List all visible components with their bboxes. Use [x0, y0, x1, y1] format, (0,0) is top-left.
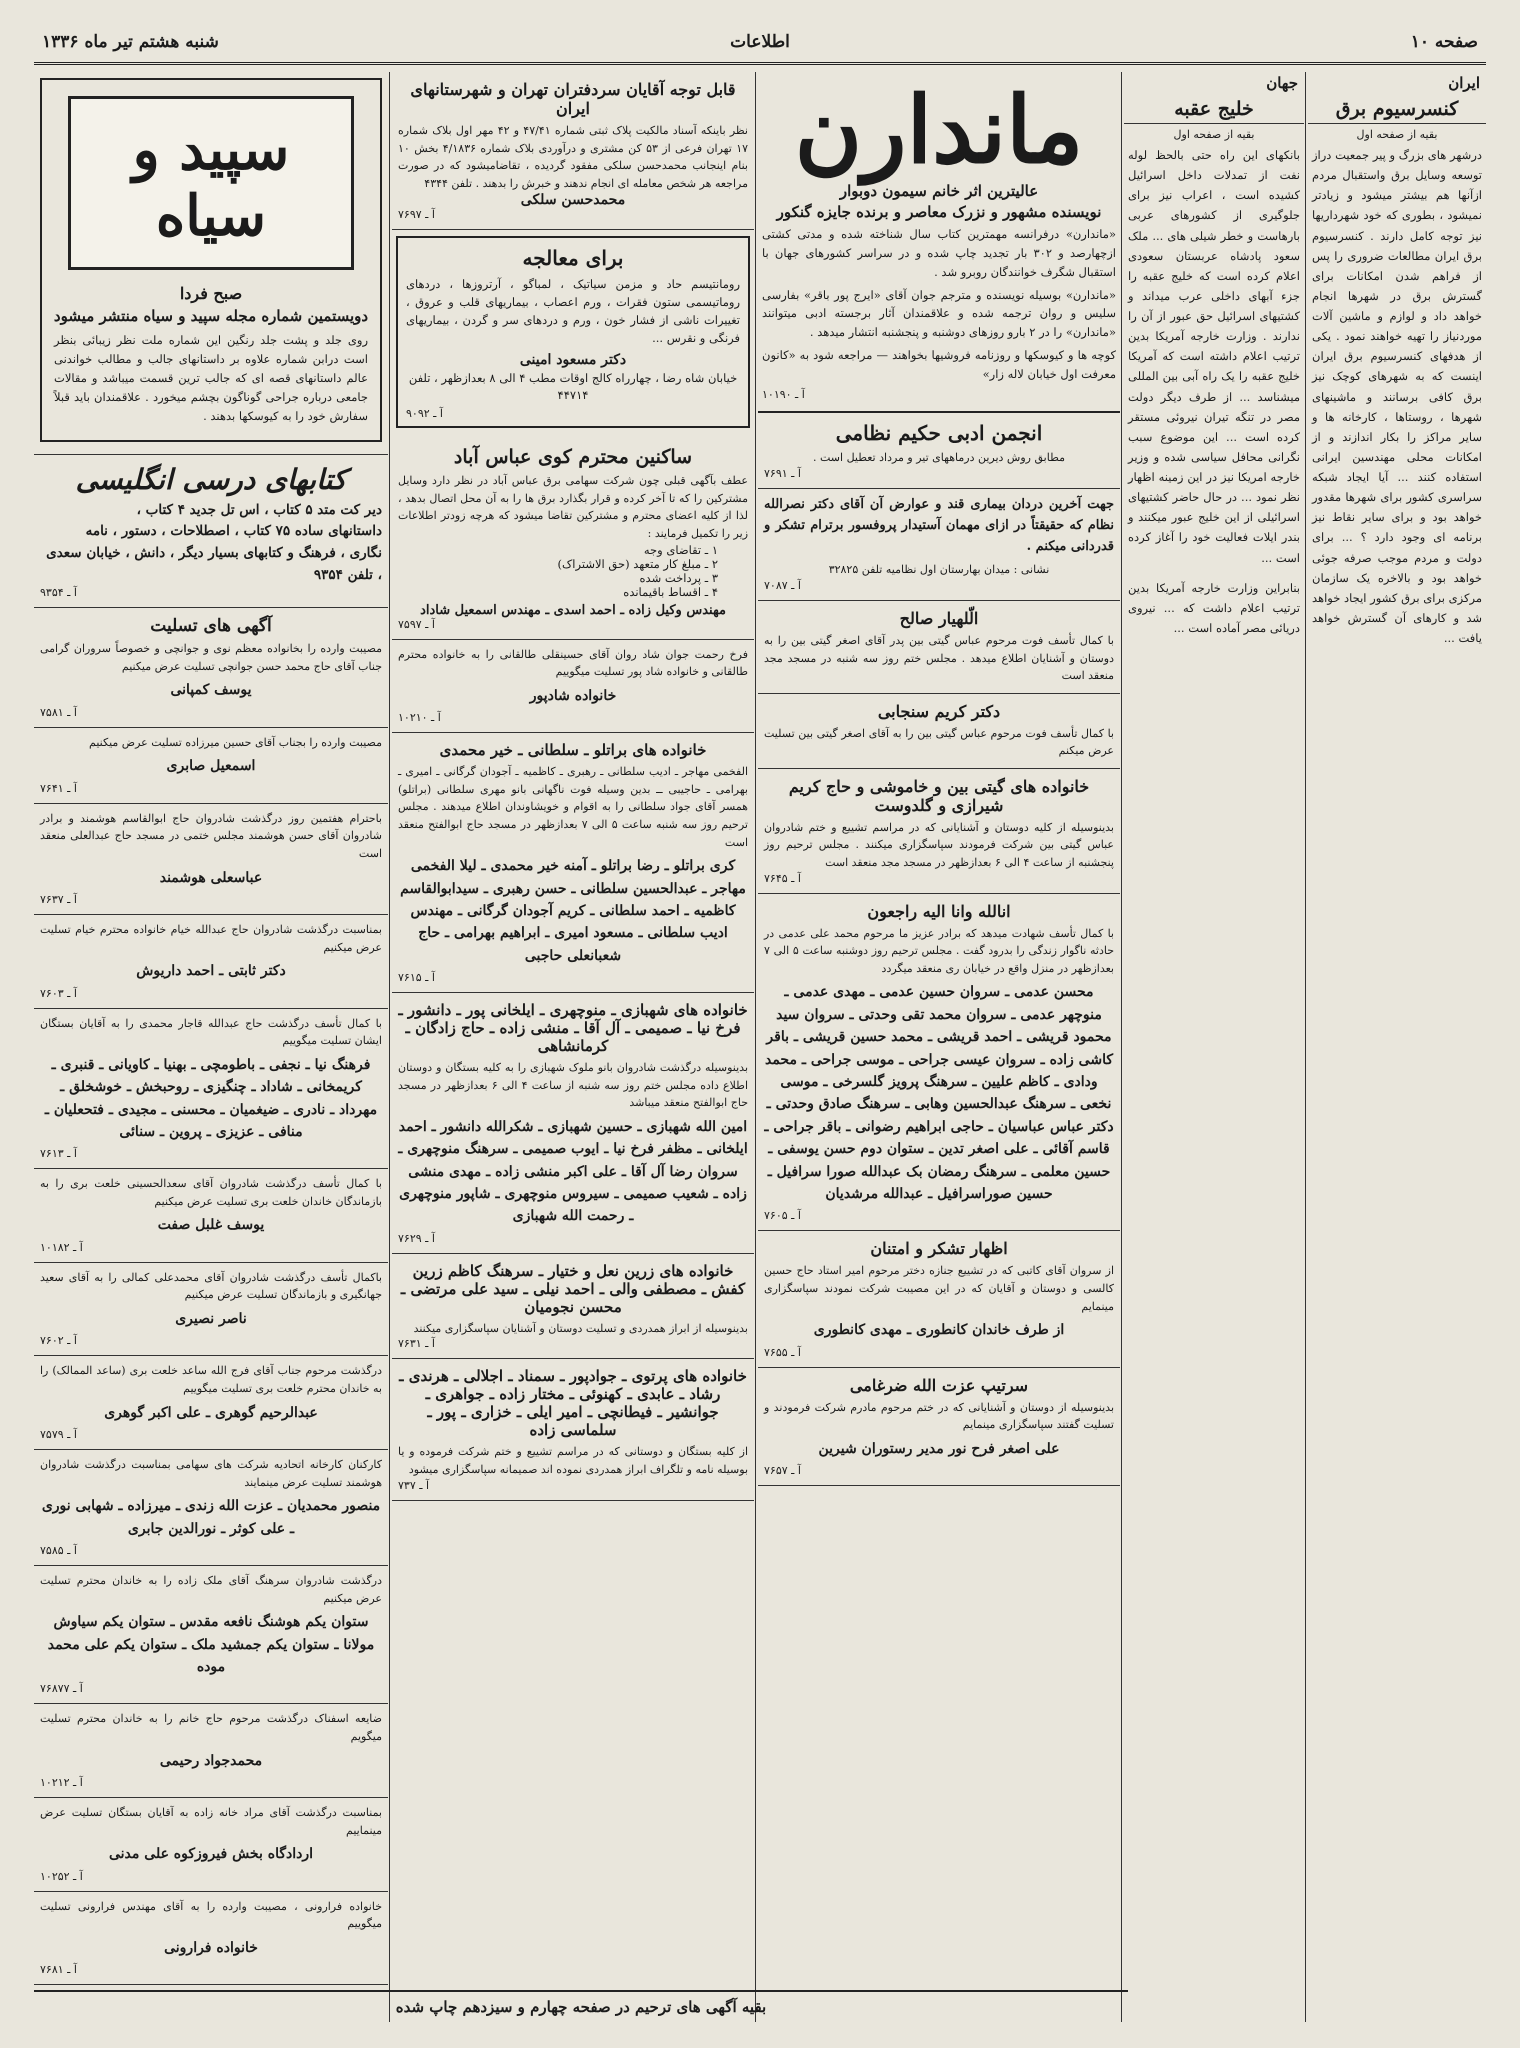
notice-body: درگذشت شادروان سرهنگ آقای ملک زاده را به خاندان محترم تسلیت عرض میکنیم — [40, 1573, 382, 1605]
notice-signature: ناصر نصیری — [175, 1311, 247, 1328]
magazine-ad — [40, 78, 382, 442]
condolence-notice — [34, 1704, 388, 1798]
page-number: صفحه ۱۰ — [1410, 32, 1478, 52]
notice-body: از سروان آقای کاتبی که در تشییع جنازه دختر مرحوم امیر استاد حاج حسین کالسی و دوستان و آقایان که در این مصیبت شرکت نمودند سپاسگزاری مینمایم — [764, 1264, 1114, 1313]
condolence-notice — [34, 1356, 388, 1450]
condolence-notice — [758, 769, 1120, 894]
notice-signature: منصور محمدیان ـ عزت الله زندی ـ میرزاده ـ شهابی نوری ـ علی کوثر ـ نورالدین جابری — [41, 1498, 381, 1537]
ad-code: آ ـ ۷۶۲۹ — [398, 1231, 435, 1245]
ad-code: آ ـ ۷۶۰۲ — [40, 1334, 77, 1348]
abbasabad-title: ساکنین محترم کوی عباس آباد — [453, 446, 693, 469]
ad-code: آ ـ ۷۶۴۱ — [40, 781, 77, 795]
notice-body: بمناسبت درگذشت شادروان حاج عبدالله خیام خانواده محترم خیام تسلیت عرض میکنیم — [40, 922, 382, 954]
notice-signature: خانواده شادپور — [529, 687, 617, 704]
condolence-notice — [392, 733, 754, 993]
notice-title: خانواده های براتلو ـ سلطانی ـ خیر محمدی — [439, 741, 707, 760]
notice-signature: یوسف غلبل صفت — [157, 1217, 265, 1234]
notice-signature: از طرف خاندان کانطوری ـ مهدی کانطوری — [813, 1322, 1065, 1339]
notice-title: الّلهیار صالح — [899, 608, 979, 628]
ad-code: آ ـ ۷۰۸۷ — [764, 578, 801, 592]
notice-body: باحترام هفتمین روز درگذشت شادروان حاج ابوالقاسم هوشمند و برادر شادروان آقای حسن هوشمند مجلس ختمی در مسجد حاج عبدالعلی منعقد است — [40, 811, 382, 860]
ad-code: آ ـ ۷۶۵۷ — [764, 1464, 801, 1478]
ad-code: آ ـ ۱۰۱۹۰ — [762, 388, 805, 402]
ad-code: آ ـ ۹۰۹۲ — [406, 407, 443, 421]
issue-date: شنبه هشتم تیر ماه ۱۳۳۶ — [42, 32, 219, 52]
condolence-notice — [34, 728, 388, 804]
page-header — [34, 22, 1486, 65]
doctor-thanks-body: جهت آخرین دردان بیماری قند و عوارض آن آقای دکتر نصرالله نظام که حقیقتاً در ازای مهمان آستیدار پروفسور برترام تشکر و قدردانی میکنم . — [764, 496, 1114, 554]
ad-code: آ ـ ۷۶۹۷ — [398, 208, 435, 222]
mandarin-body-2: «ماندارن» بوسیله نویسنده و مترجم جوان آقای «ایرج پور باقر» بفارسی سلیس و روان ترجمه شده و علاقمندان آثار برجسته ادبی میتوانند «ماندارن» را در ۲ بارو روزهای دوشنبه و پنجشنبه انتشار میدهد . — [762, 287, 1116, 340]
column-notices — [392, 72, 754, 2022]
condolence-notice — [34, 804, 388, 915]
mandarin-title: ماندارن — [794, 76, 1084, 184]
condolence-notice — [34, 1009, 388, 1170]
anjoman-title: انجمن ادبی حکیم نظامی — [835, 421, 1043, 446]
notice-body: بمناسبت درگذشت آقای مراد خانه زاده به آقایان بستگان تسلیت عرض مینماییم — [40, 1805, 382, 1837]
ad-code: آ ـ ۷۵۸۱ — [40, 705, 77, 719]
notice-body: مصیبت وارده را بخانواده معظم نوی و جوانچی و خصوصاً سروران گرامی جناب آقای حاج محمد حسن جوانچی تسلیت عرض میکنیم — [40, 642, 382, 673]
abbasabad-item: ۱ ـ تقاضای وجه — [643, 542, 718, 557]
ad-code: آ ـ ۷۶۰۳ — [40, 986, 77, 1000]
notice-title: انالله وانا الیه راجعون — [867, 901, 1011, 921]
notice-signature: ستوان یکم هوشنگ نافعه مقدس ـ ستوان یکم سیاوش مولانا ـ ستوان یکم جمشید ملک ـ ستوان یکم علی محمد موده — [47, 1614, 375, 1675]
column-left — [34, 72, 388, 2022]
condolence-notice — [392, 1254, 754, 1360]
notice-body: فرخ رحمت جوان شاد روان آقای حسینقلی طالقانی را به خانواده محترم طالقانی و خانواده شاد پور تسلیت میگوییم — [398, 647, 748, 679]
condolence-notice — [758, 1231, 1120, 1367]
doctor-thanks-notice — [758, 489, 1120, 601]
notice-body: درگذشت مرحوم جناب آقای فرج الله ساعد خلعت بری (ساعد الممالک) را به خاندان محترم خلعت بری تسلیت میگوییم — [40, 1364, 382, 1396]
notice-signature: علی اصغر فرح نور مدیر رستوران شیرین — [818, 1440, 1060, 1457]
ad-code: آ ـ ۷۶۹۱ — [764, 466, 801, 480]
condolence-notice — [34, 1566, 388, 1704]
ad-code: آ ـ ۷۳۷ — [398, 1478, 430, 1492]
continuation-note: بقیه از صفحه اول — [1356, 128, 1438, 141]
notice-body: با کمال تأسف درگذشت شادروان آقای سعدالحسینی خلعت بری را به بازماندگان خاندان خلعت بری تسلیت عرض میکنیم — [40, 1177, 382, 1208]
ad-code: آ ـ ۱۰۲۵۲ — [40, 1869, 83, 1883]
notice-body: با کمال تأسف درگذشت حاج عبدالله قاجار محمدی را به آقایان بستگان ایشان تسلیت میگوییم — [40, 1016, 382, 1048]
continuation-note: بقیه از صفحه اول — [1173, 128, 1255, 141]
ad-code: آ ـ ۱۰۲۱۲ — [40, 1775, 83, 1789]
article-title-consortium: کنسرسیوم برق — [1308, 98, 1486, 124]
abbasabad-item: ۳ ـ پرداخت شده — [639, 570, 718, 585]
column-world — [1124, 72, 1304, 2022]
ad-code: آ ـ ۷۶۳۱ — [398, 1337, 435, 1351]
ad-code: آ ـ ۷۵۹۷ — [398, 617, 435, 631]
mandarin-ad — [758, 72, 1120, 413]
books-line-1: دیر کت متد ۵ کتاب ، اس تل جدید ۴ کتاب ، — [136, 501, 382, 518]
notice-signature: فرهنگ نیا ـ نجفی ـ باطومچی ـ بهنیا ـ کاویانی ـ قنبری ـ کریمخانی ـ شاداد ـ چنگیزی ـ روحبخش ـ خوشخلق ـ مهرداد ـ نادری ـ ضیغمیان ـ محسنی ـ مجیدی ـ فتحعلیان ـ منافی ـ عزیزی ـ پروین ـ سنائی — [44, 1056, 378, 1140]
bottom-banner-wrap — [34, 1982, 1128, 2022]
notice-signature: محسن عدمی ـ سروان حسین عدمی ـ مهدی عدمی ـ منوچهر عدمی ـ سروان محمد تقی وحدتی ـ سروان سید محمود قریشی ـ احمد قریشی ـ محمد حسین قریشی ـ باقر کاشی زاده ـ سروان عیسی جراحی ـ موسی جراحی ـ محمد ودادی ـ کاظم علیین ـ سرهنگ پرویز گلسرخی ـ موسی نخعی ـ سرهنگ عبدالحسین وهابی ـ سرهنگ صادق وحدتی ـ دکتر عباس عباسیان ـ حاجی ابراهیم رضوانی ـ باقر جراحی ـ قاسم آقائی ـ علی اصغر تدین ـ ستوان دوم حسن یوسفی ـ حسین معلمی ـ سرهنگ رمضان بک عبدالله صورا سرافیل ـ حسین صوراسرافیل ـ عبدالله مرشدیان — [764, 984, 1114, 1202]
condolence-column-1 — [34, 608, 388, 1985]
mandarin-subtitle: عالیترین اثر خانم سیمون دوبوار — [839, 181, 1039, 200]
notary-title: قابل توجه آقایان سردفتران تهران و شهرستانهای ایران — [410, 80, 736, 118]
ad-code: آ ـ ۷۶۱۵ — [398, 971, 435, 985]
condolence-notice — [34, 1892, 388, 1986]
abbasabad-item: ۴ ـ اقساط باقیمانده — [623, 584, 718, 599]
notice-body: الفخمی مهاجر ـ ادیب سلطانی ـ رهبری ـ کاظمیه ـ آجودان گرگانی ـ امیری ـ بهرامی ـ حاجیبی ــ بدین وسیله فوت ناگهانی بانو مهری سلطانی (براتلو) همسر آقای جواد سلطانی را به اقوام و خویشاوندان اطلاع میدهند . مجلس ترحیم روز سه شنبه ساعت ۵ الی ۷ بعدازظهر در مسجد حاج ابوالفتح منعقد است — [398, 765, 748, 849]
condolence-notice — [34, 1263, 388, 1357]
notice-signature: امین الله شهبازی ـ حسین شهبازی ـ شکرالله دانشور ـ احمد ایلخانی ـ مظفر فرخ نیا ـ ایوب صمیمی ـ سرهنگ منوچهری ـ سروان رضا آل آقا ـ علی اکبر منشی زاده ـ مهدی منشی زاده ـ شعیب صمیمی ـ سیروس منوچهری ـ شاپور منوچهری ـ رحمت الله شهبازی — [398, 1118, 748, 1225]
notice-title: اظهار تشکر و امتنان — [870, 1239, 1008, 1259]
condolence-notice — [34, 1798, 388, 1892]
notice-body: با کمال تأسف شهادت میدهد که برادر عزیز ما مرحوم محمد علی عدمی در حادثه ناگوار زندگی را بدرود گفت . مجلس ترحیم روز دوشنبه ساعت ۵ الی ۷ بعدازظهر در منزل واقع در خیابان ری منعقد میگردد — [764, 926, 1115, 975]
notice-signature: اردادگاه بخش فیروزکوه علی مدنی — [108, 1846, 314, 1863]
ad-code: آ ـ ۷۶۵۵ — [764, 1345, 801, 1359]
ad-code: آ ـ ۷۵۸۵ — [40, 1543, 77, 1557]
notice-title: آگهی های تسلیت — [150, 616, 272, 637]
condolence-notice — [34, 1169, 388, 1263]
notice-signature: عبدالرحیم گوهری ـ علی اکبر گوهری — [104, 1404, 318, 1421]
notice-body: با کمال تأسف فوت مرحوم عباس گیتی بین پدر آقای اصغر گیتی بین را به دوستان و آشنایان اطلاع میدهد . مجلس ختم روز سه شنبه در مسجد مجد منعقد است — [764, 633, 1114, 683]
notary-notice — [392, 72, 754, 230]
magazine-line-1: صبح فردا — [179, 284, 243, 303]
ad-code: آ ـ ۷۶۴۵ — [764, 871, 801, 885]
column-rule — [389, 72, 390, 2022]
notice-title: خانواده های پرتوی ـ جوادپور ـ سمناد ـ اجلالی ـ هرندی ـ رشاد ـ عابدی ـ کهنوئی ـ مختار زاده ـ جواهری ـ جوانشیر ـ فیطانچی ـ امیر ایلی ـ خزاری ـ پور ـ سلماسی زاده — [399, 1367, 747, 1440]
condolence-notice — [392, 640, 754, 734]
books-title: کتابهای درسی انگلیسی — [75, 462, 347, 496]
ad-code: آ ـ ۱۰۲۱۰ — [398, 711, 441, 725]
notice-body: خانواده فرارونی ، مصیبت وارده را به آقای مهندس فرارونی تسلیت میگوییم — [40, 1899, 382, 1931]
notary-body: نظر باینکه آسناد مالکیت پلاک ثبتی شماره ۴۷/۴۱ و ۴۲ مهر اول بلاک شماره ۱۷ تهران فرعی از ۵۳ کن مشتری و درآوردی بلاک شماره ۴/۱۸۳۶ بخش ۱۰ بنام اینجانب محمدحسن سلکی مفقود گردیده ، تقاضامیشود که در صورت مراجعه هر شخص معامله ای انجام ندهند و خبرش را بدهند . تلفن ۴۳۴۴ — [398, 124, 749, 190]
magazine-line-2: دویستمین شماره مجله سپید و سیاه منتشر میشود — [53, 307, 369, 325]
anjoman-notice — [758, 413, 1120, 489]
article-title-aqaba: خلیج عقبه — [1124, 98, 1304, 124]
condolence-column-2 — [392, 640, 754, 1501]
condolence-notice — [758, 601, 1120, 694]
magazine-body: روی جلد و پشت جلد رنگین این شماره ملت نظر زیبائی بنظر است درابن شماره علاوه بر داستانهای جالب و مطالب خواندنی عالم داستانهای قصه ای که جالب ترین قسمت میباشد و مقالات جامعی درباره جراحی گوناگون بچشم میخورد . علاقمندان باید قبلاً سفارش خود را به کیوسکها بدهند . — [54, 333, 368, 423]
ad-code: آ ـ ۷۶۳۷ — [40, 892, 77, 906]
clinic-body: رومانتیسم حاد و مزمن سیاتیک ، لمباگو ، آرتروزها ، دردهای روماتیسمی ستون فقرات ، ورم اعصاب ، بیماریهای قلب و عروق ، تغییرات ناشی از فشار خون ، ورم و دردهای سر و گردن ، بیماریهای فرنگی و نقرس ... — [406, 277, 740, 345]
books-ad — [34, 454, 388, 608]
notice-signature: عباسعلی هوشمند — [159, 869, 263, 886]
clinic-title: برای معالجه — [522, 246, 624, 271]
condolence-notice — [758, 694, 1120, 769]
abbasabad-notice — [392, 438, 754, 639]
books-line-2: داستانهای ساده ۷۵ کتاب ، اصطلاحات ، دستور ، نامه — [85, 523, 382, 540]
notice-signature: کری براتلو ـ رضا براتلو ـ آمنه خیر محمدی ـ لیلا الفخمی مهاجر ـ عبدالحسین سلطانی ـ حسن رهبری ـ سیدابوالقاسم کاظمیه ـ احمد سلطانی ـ کریم آجودان گرگانی ـ مهندس ادیب سلطانی ـ مسعود امیری ـ ابراهیم بهرامی ـ حاج شعبانعلی حاجبی — [400, 858, 746, 964]
mandarin-body-1: «ماندارن» درفرانسه مهمترین کتاب سال شناخته شده و مدتی کشتی ازچهارصد و ۳۰۲ بار تجدید چاپ شده و در سراسر کشورهای جهان با استقبال شگرف خوانندگان روبرو شد . — [762, 226, 1116, 279]
condolence-notice — [34, 1450, 388, 1566]
notice-body: مصیبت وارده را بجناب آقای حسین میرزاده تسلیت عرض میکنیم — [89, 735, 382, 749]
mandarin-body-3: کوچه ها و کیوسکها و روزنامه فروشیها بخواهند — مراجعه شود به «کانون معرفت اول خیابان لاله زار» — [762, 348, 1116, 382]
ad-code: آ ـ ۷۶۸۱ — [40, 1963, 77, 1977]
section-label-world: جهان — [1266, 74, 1298, 92]
article-body-aqaba: بانکهای این راه حتی بالحظ لوله نفت از تمدلات داخل اسرائیل کشیده است ، اعراب نیز برای جلوگیری از کشورهای عربی بارهاست و خطر شیلی های ... ملک سعود پادشاه عربستان سعودی اعلام کرده است که خلیج عقبه را جزء آبهای داخلی عرب میداند و کشتیهای اسرائیل حق عبور از آن را ندارند . وزارت خارجه آمریکا بدین ترتیب اعلام داشته است که آمریکا خلیج عقبه را یک راه آبی بین المللی میشناسد ... از طرف دیگر دولت مصر در تنگه تیران نیروئی مستقر کرده است ... این موضوع سبب نگرانی محافل سیاسی شده و وزیر خارجه امریکا نیز در این زمینه اظهار نظر نمود ... در حال حاضر کشتیهای اسرائیلی از این خلیج عبور میکنند و بندر ایلات فعالیت خود را آغاز کرده است ... — [1128, 148, 1300, 565]
condolence-notice — [392, 1359, 754, 1500]
clinic-address: خیابان شاه رضا ، چهارراه کالج اوقات مطب ۴ الی ۸ بعدازظهر ، تلفن ۴۴۷۱۴ — [408, 370, 738, 403]
condolence-column-3 — [758, 601, 1120, 1486]
notice-signature: اسمعیل صابری — [166, 758, 256, 775]
column-mandarin — [758, 72, 1120, 2022]
ad-code: آ ـ ۷۶۱۳ — [40, 1147, 77, 1161]
article-body-consortium: درشهر های بزرگ و پیر جمعیت دراز توسعه وسایل برق واستقبال مردم ازآنها هم بیشتر میشود و زیادتر نمیشود ، بطوری که خود شهرداریها نیز توجه کامل دارند . کنسرسیوم برق ایران مطالعات ضروری را پس از فراهم شدن امکانات برای گسترش برق در شهرها انجام خواهد داد و لوازم و ماشین آلات موردنیاز را تهیه خواهند نمود . یکی از هدفهای کنسرسیوم برق ایران اینست که به شهرهای کوچک نیز برق کافی برسانند و ماشینهای شهرها ، روستاها ، کارخانه ها و سایر مراکز را بکار اندازند و از امکانات محلی مهندسین ایرانی استفاده کنند ... آیا ایجاد شبکه سراسری کشور برای شهرها مقدور خواهد بود و برای سایر نقاط نیز برنامه ای وجود دارد ؟ ... برای دولت و مردم موجب صرفه جوئی خواهد بود و بالاخره یک سازمان مرکزی برای برق کشور ایجاد خواهد شد و کارهای آن گسترش خواهد یافت ... — [1312, 148, 1482, 645]
condolence-notice — [758, 1368, 1120, 1487]
condolence-notice — [34, 915, 388, 1009]
notice-body: با کمال تأسف فوت مرحوم عباس گیتی بین را به آقای اصغر گیتی بین تسلیت عرض میکنم — [764, 726, 1114, 758]
notice-title: دکتر کریم سنجابی — [877, 701, 1001, 721]
mandarin-author: نویسنده مشهور و نزرک معاصر و برنده جایزه گنکور — [776, 202, 1102, 221]
notice-body: از کلیه بستگان و دوستانی که در مراسم تشییع و ختم شرکت فرموده و یا بوسیله نامه و تلگراف ابراز همدردی نموده اند صمیمانه سپاسگزاری میشود — [398, 1445, 748, 1477]
column-rule — [1305, 72, 1306, 2022]
paper-name: اطلاعات — [730, 32, 790, 52]
newspaper-page — [34, 22, 1486, 2022]
condolence-notice — [34, 608, 388, 728]
column-rule — [755, 72, 756, 2022]
notice-title: سرتیپ عزت الله ضرغامی — [849, 1375, 1029, 1395]
books-line-3: نگاری ، فرهنگ و کتابهای بسیار دیگر ، دانش ، خیابان سعدی ، تلفن ۹۳۵۴ — [46, 545, 382, 583]
abbasabad-signers: مهندس وکیل زاده ـ احمد اسدی ـ مهندس اسمعیل شاداد — [420, 602, 726, 618]
notice-body: باکمال تأسف درگذشت شادروان آقای محمدعلی کمالی را به آقای سعید جهانگیری و بازماندگان تسلیت عرض میکنیم — [40, 1270, 382, 1302]
notice-body: کارکنان کارخانه اتحادیه شرکت های سهامی بمناسبت درگذشت شادروان هوشمند تسلیت عرض مینمایند — [40, 1458, 382, 1489]
bottom-banner: بقیه آگهی های ترحیم در صفحه چهارم و سیزدهم چاپ شده — [34, 1990, 1128, 2022]
notice-body: بدینوسیله از کلیه دوستان و آشنایانی که در مراسم تشییع و ختم شادروان عباس گیتی بین شرکت فرمودند سپاسگزاری میکنند . مجلس ترحیم روز پنجشنبه از ساعت ۴ الی ۶ بعدازظهر در مسجد مجد منعقد است — [764, 820, 1114, 870]
notice-signature: خانواده فرارونی — [164, 1939, 258, 1956]
notary-signature: محمدحسن سلکی — [520, 192, 626, 209]
ad-code: آ ـ ۷۶۸۷۷ — [40, 1682, 83, 1696]
notice-body: ضایعه اسفناک درگذشت مرحوم حاج خانم را به خاندان محترم تسلیت میگویم — [40, 1712, 382, 1743]
notice-title: خانواده های زرین نعل و ختیار ـ سرهنگ کاظم زرین کفش ـ مصطفی والی ـ احمد نیلی ـ سید علی مرتضی ـ محسن نجومیان — [400, 1261, 746, 1316]
clinic-ad — [396, 236, 750, 428]
anjoman-body: مطابق روش دیرین درماههای تیر و مرداد تعطیل است . — [813, 451, 1065, 465]
notice-signature: محمدجواد رحیمی — [159, 1752, 263, 1769]
column-rule — [1121, 72, 1122, 2022]
abbasabad-body: عطف بآگهی قبلی چون شرکت سهامی برق عباس آباد در نظر دارد وسایل مشترکین را که تا آخر کرده و قرار بگذارد برق ها را به آن محل اتصال بدهد ، لذا از کلیه اعضای محترم و مشترکین تقاضا میشود که هرچه زودتر اطلاعات زیر را تکمیل فرمایند : — [398, 474, 748, 541]
clinic-doctor: دکتر مسعود امینی — [519, 351, 627, 368]
doctor-thanks-address: نشانی : میدان بهارستان اول نظامیه تلفن ۳۲۸۲۵ — [828, 563, 1050, 577]
article-body-aqaba-more: بنابراین وزارت خارجه آمریکا بدین ترتیب اعلام داشت که ... نیروی دریائی مصر آماده است ... — [1128, 580, 1300, 635]
ad-code: آ ـ ۱۰۱۸۲ — [40, 1240, 83, 1254]
notice-title: خانواده های شهبازی ـ منوچهری ـ ایلخانی پور ـ دانشور ـ فرخ نیا ـ صمیمی ـ آل آقا ـ منشی زاده ـ حاج زادگان ـ کرمانشاهی — [398, 1001, 748, 1056]
notice-body: بدینوسیله درگذشت شادروان بانو ملوک شهبازی را به کلیه بستگان و دوستان اطلاع داده مجلس ختم روز سه شنبه از ساعت ۴ الی ۶ بعدازظهر در مسجد حاج ابوالفتح منعقد میباشد — [398, 1061, 748, 1110]
condolence-notice — [392, 993, 754, 1254]
notice-body: بدینوسیله از ابراز همدردی و تسلیت دوستان و آشنایان سپاسگزاری میکنند — [413, 1321, 748, 1335]
magazine-logo: سپید و سیاه — [68, 96, 354, 270]
condolence-notice — [758, 894, 1120, 1232]
notice-body: بدینوسیله از دوستان و آشنایانی که در ختم مرحوم مادرم شرکت فرمودند و تسلیت گفتند سپاسگزاری مینمایم — [764, 1400, 1114, 1432]
section-label-iran: ایران — [1448, 74, 1480, 92]
abbasabad-items — [398, 543, 748, 599]
abbasabad-item: ۲ ـ مبلغ کار متعهد (حق الاشتراک) — [557, 556, 718, 571]
ad-code: آ ـ ۷۵۷۹ — [40, 1428, 77, 1442]
ad-code: آ ـ ۷۶۰۵ — [764, 1209, 801, 1223]
notice-signature: دکتر ثابتی ـ احمد داریوش — [136, 963, 286, 980]
column-iran — [1308, 72, 1486, 2022]
ad-code: آ ـ ۹۳۵۴ — [40, 586, 77, 600]
notice-signature: یوسف کمپانی — [170, 682, 252, 699]
notice-title: خانواده های گیتی بین و خاموشی و حاج کریم شیرازی و گلدوست — [788, 776, 1090, 815]
